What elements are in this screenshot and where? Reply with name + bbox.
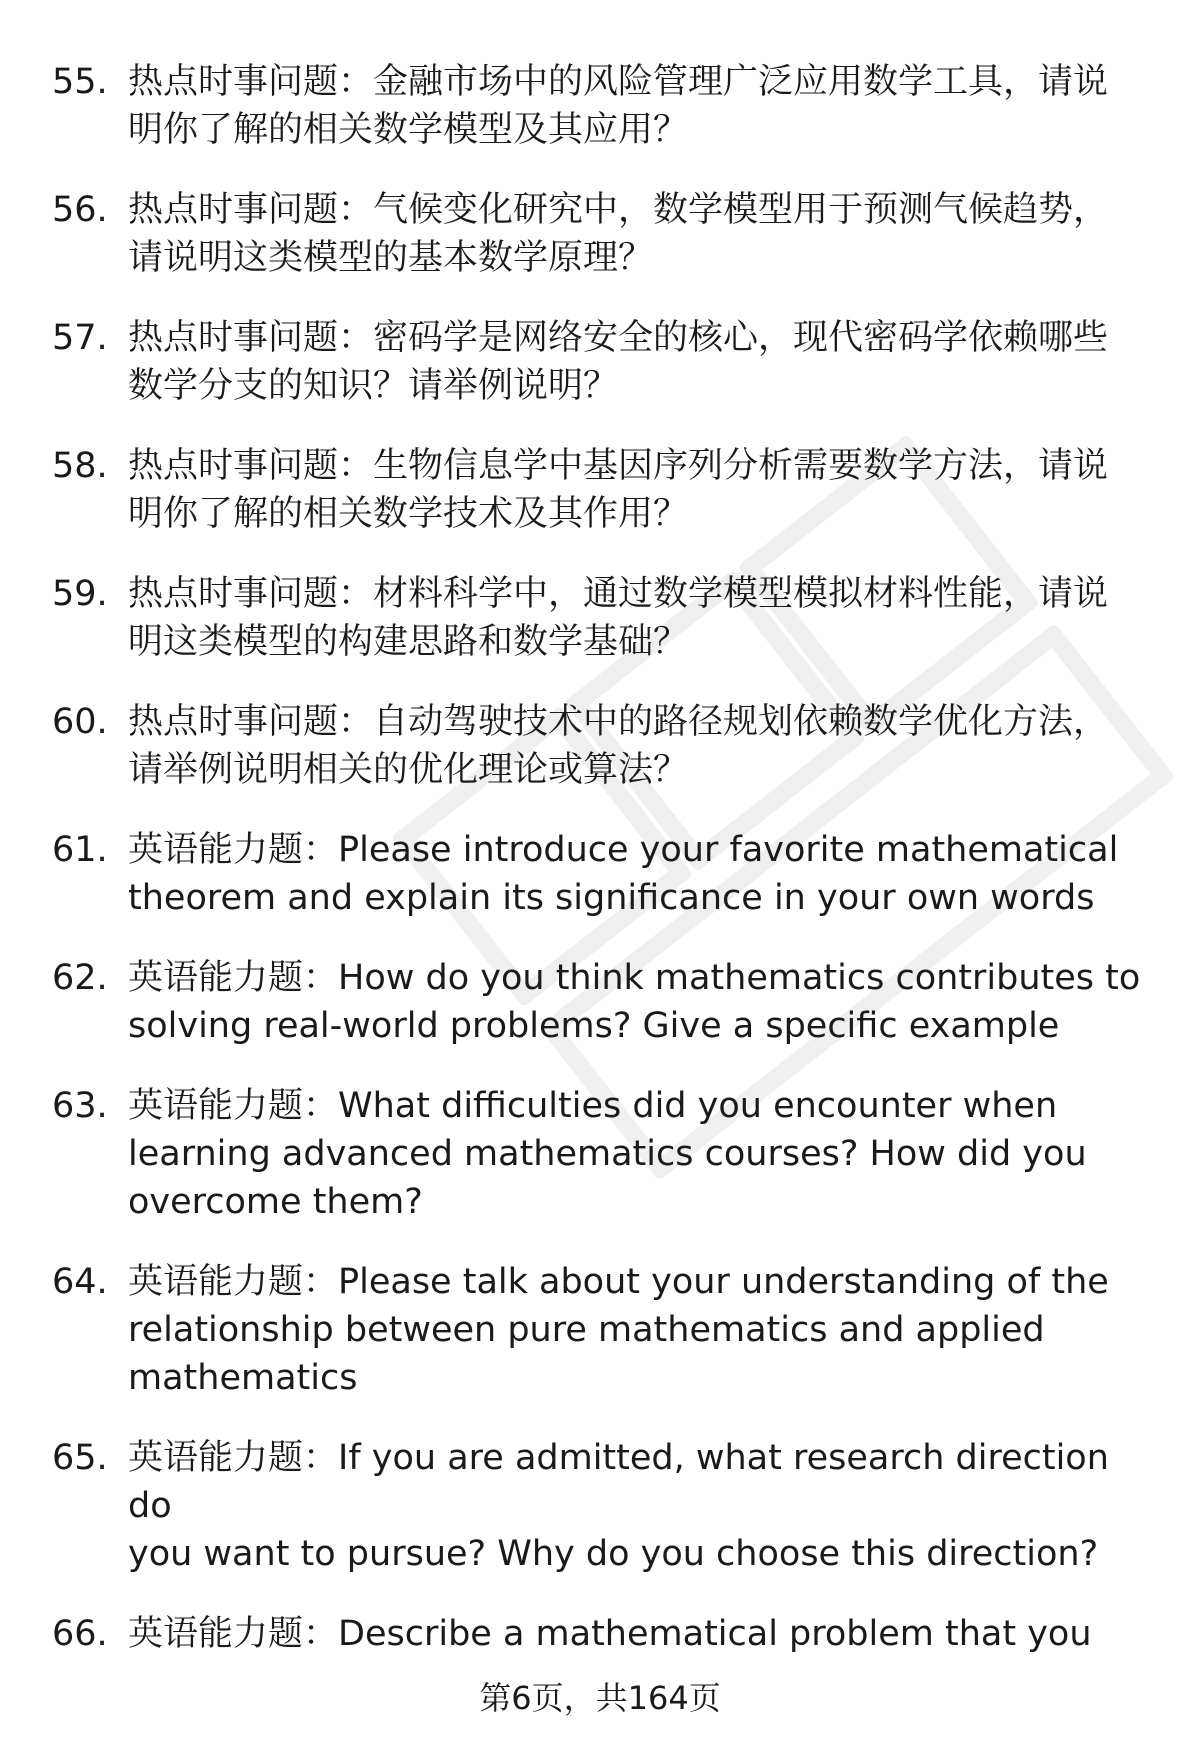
question-text [128,1082,1158,1226]
question-number: 66. [52,1614,108,1654]
question-category: 英语能力题： [128,830,339,870]
question-body: 生物信息学中基因序列分析需要数学方法，请说 明你了解的相关数学技术及其作用？ [128,446,1109,534]
question-text [128,954,1158,1050]
page-footer: 第6页，共164页 [479,1679,721,1717]
question-number: 65. [52,1438,108,1478]
question-number: 55. [52,62,108,102]
question-number: 57. [52,318,108,358]
question-category: 英语能力题： [128,1614,339,1654]
question-text [128,570,1158,666]
question-body: 自动驾驶技术中的路径规划依赖数学优化方法， 请举例说明相关的优化理论或算法？ [128,702,1109,790]
question-category: 热点时事问题： [128,446,374,486]
question-item [0,698,1200,794]
question-category: 热点时事问题： [128,702,374,742]
question-list [0,58,1200,1690]
question-text [128,1610,1158,1658]
question-text [128,58,1158,154]
question-item [0,826,1200,922]
question-item [0,314,1200,410]
question-body: 金融市场中的风险管理广泛应用数学工具，请说 明你了解的相关数学模型及其应用？ [128,62,1109,150]
question-text [128,698,1158,794]
question-category: 热点时事问题： [128,318,374,358]
question-category: 热点时事问题： [128,190,374,230]
question-body: 气候变化研究中，数学模型用于预测气候趋势， 请说明这类模型的基本数学原理？ [128,190,1109,278]
question-item [0,1434,1200,1578]
question-body: How do you think mathematics contributes to solving real-world problems? Give a specific example [128,958,1141,1046]
question-body: Please talk about your understanding of the relationship between pure mathematics and applied mathematics [128,1262,1109,1398]
question-body: 材料科学中，通过数学模型模拟材料性能，请说 明这类模型的构建思路和数学基础？ [128,574,1109,662]
question-item [0,954,1200,1050]
question-text [128,826,1158,922]
question-number: 61. [52,830,108,870]
question-number: 56. [52,190,108,230]
question-item [0,1258,1200,1402]
question-text [128,314,1158,410]
question-body: Describe a mathematical problem that you [338,1614,1092,1654]
question-body: 密码学是网络安全的核心，现代密码学依赖哪些 数学分支的知识？请举例说明？ [128,318,1109,406]
question-number: 63. [52,1086,108,1126]
question-item [0,570,1200,666]
question-body: Please introduce your favorite mathematical theorem and explain its significance in your own words [128,830,1119,918]
question-number: 60. [52,702,108,742]
question-category: 英语能力题： [128,1438,339,1478]
question-category: 英语能力题： [128,1086,339,1126]
question-category: 英语能力题： [128,1262,339,1302]
question-item [0,1610,1200,1658]
question-category: 热点时事问题： [128,62,374,102]
question-item [0,1082,1200,1226]
question-item [0,186,1200,282]
question-category: 热点时事问题： [128,574,374,614]
question-number: 58. [52,446,108,486]
question-text [128,442,1158,538]
question-category: 英语能力题： [128,958,339,998]
question-item [0,58,1200,154]
question-text [128,1258,1158,1402]
question-text [128,1434,1158,1578]
question-number: 64. [52,1262,108,1302]
question-body: If you are admitted, what research direction do you want to pursue? Why do you choose this direction? [128,1438,1109,1574]
question-number: 59. [52,574,108,614]
question-text [128,186,1158,282]
question-item [0,442,1200,538]
question-number: 62. [52,958,108,998]
question-body: What difficulties did you encounter when learning advanced mathematics courses? How did you overcome them? [128,1086,1087,1222]
